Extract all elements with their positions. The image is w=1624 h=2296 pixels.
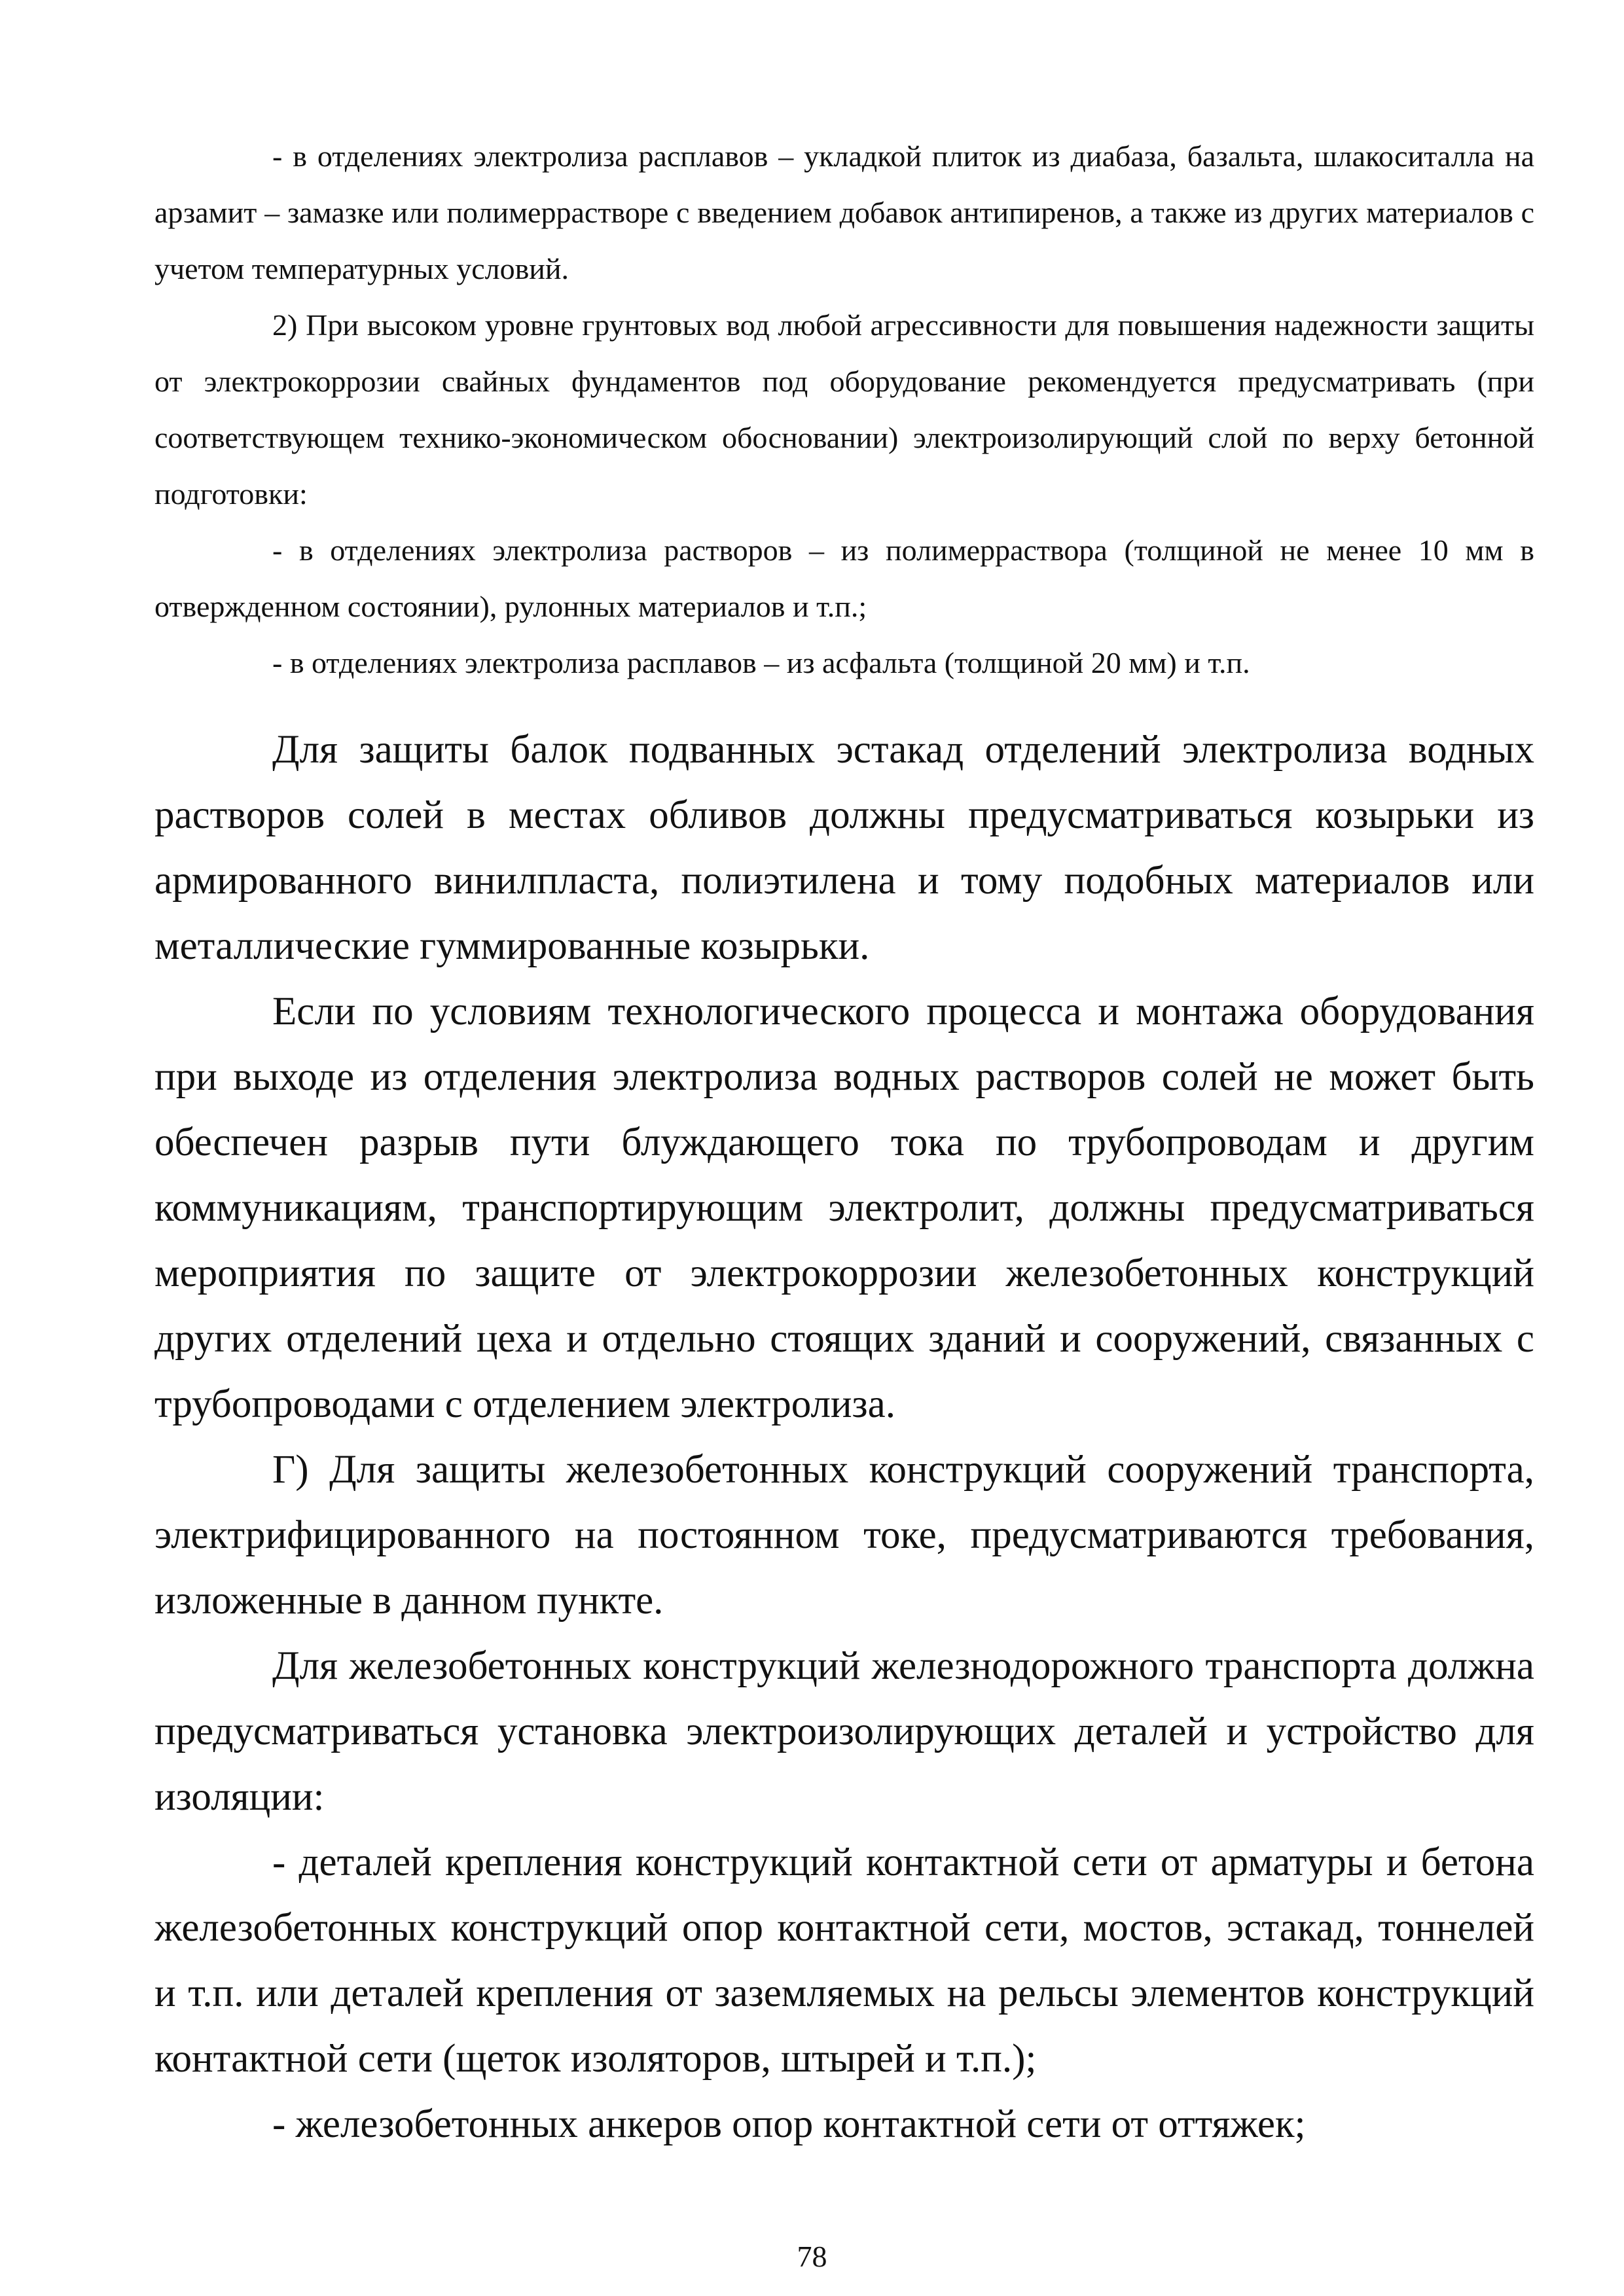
paragraph-molten-electrolysis-tiles: - в отделениях электролиза расплавов – укладкой плиток из диабаза, базальта, шлакоситалла на арзамит – замазке или полимеррастворе с введением добавок антипиренов, а также из других материалов с учетом температурных условий. [154,139,1534,285]
page-number: 78 [797,2240,827,2273]
paragraph-groundwater-insulation: 2) При высоком уровне грунтовых вод любой агрессивности для повышения надежности защиты от электрокоррозии свайных фундаментов под оборудование рекомендуется предусматривать (при соответствующем технико-экономическом обосновании) электроизолирующий слой по верху бетонной подготовки: [154,308,1534,511]
paragraph-molten-electrolysis-asphalt: - в отделениях электролиза расплавов – из асфальта (толщиной 20 мм) и т.п. [272,646,1250,679]
paragraph-transport-structures: Г) Для защиты железобетонных конструкций сооружений транспорта, электрифицированного на постоянном токе, предусматриваются требования, изложенные в данном пункте. [154,1448,1534,1623]
paragraph-solution-electrolysis-polymer: - в отделениях электролиза растворов – из полимерраствора (толщиной не менее 10 мм в отвержденном состоянии), рулонных материалов и т.п.; [154,533,1534,623]
paragraph-contact-network-fixings: - деталей крепления конструкций контактной сети от арматуры и бетона железобетонных конструкций опор контактной сети, мостов, эстакад, тоннелей и т.п. или деталей крепления от заземляемых на рельсы элементов конструкций контактной сети (щеток изоляторов, штырей и т.п.); [154,1840,1534,2081]
main-text-section [154,717,1534,2157]
small-text-section [154,128,1534,691]
paragraph-anchor-insulation: - железобетонных анкеров опор контактной сети от оттяжек; [272,2102,1306,2146]
paragraph-railway-structures: Для железобетонных конструкций железнодорожного транспорта должна предусматриваться установка электроизолирующих деталей и устройство для изоляции: [154,1644,1534,1819]
paragraph-beam-protection: Для защиты балок подванных эстакад отделений электролиза водных растворов солей в местах обливов должны предусматриваться козырьки из армированного винилпласта, полиэтилена и тому подобных материалов или металлические гуммированные козырьки. [154,728,1534,968]
paragraph-stray-current: Если по условиям технологического процесса и монтажа оборудования при выходе из отделения электролиза водных растворов солей не может быть обеспечен разрыв пути блуждающего тока по трубопроводам и другим коммуникациям, транспортирующим электролит, должны предусматриваться мероприятия по защите от электрокоррозии железобетонных конструкций других отделений цеха и отдельно стоящих зданий и сооружений, связанных с трубопроводами с отделением электролиза. [154,990,1534,1426]
